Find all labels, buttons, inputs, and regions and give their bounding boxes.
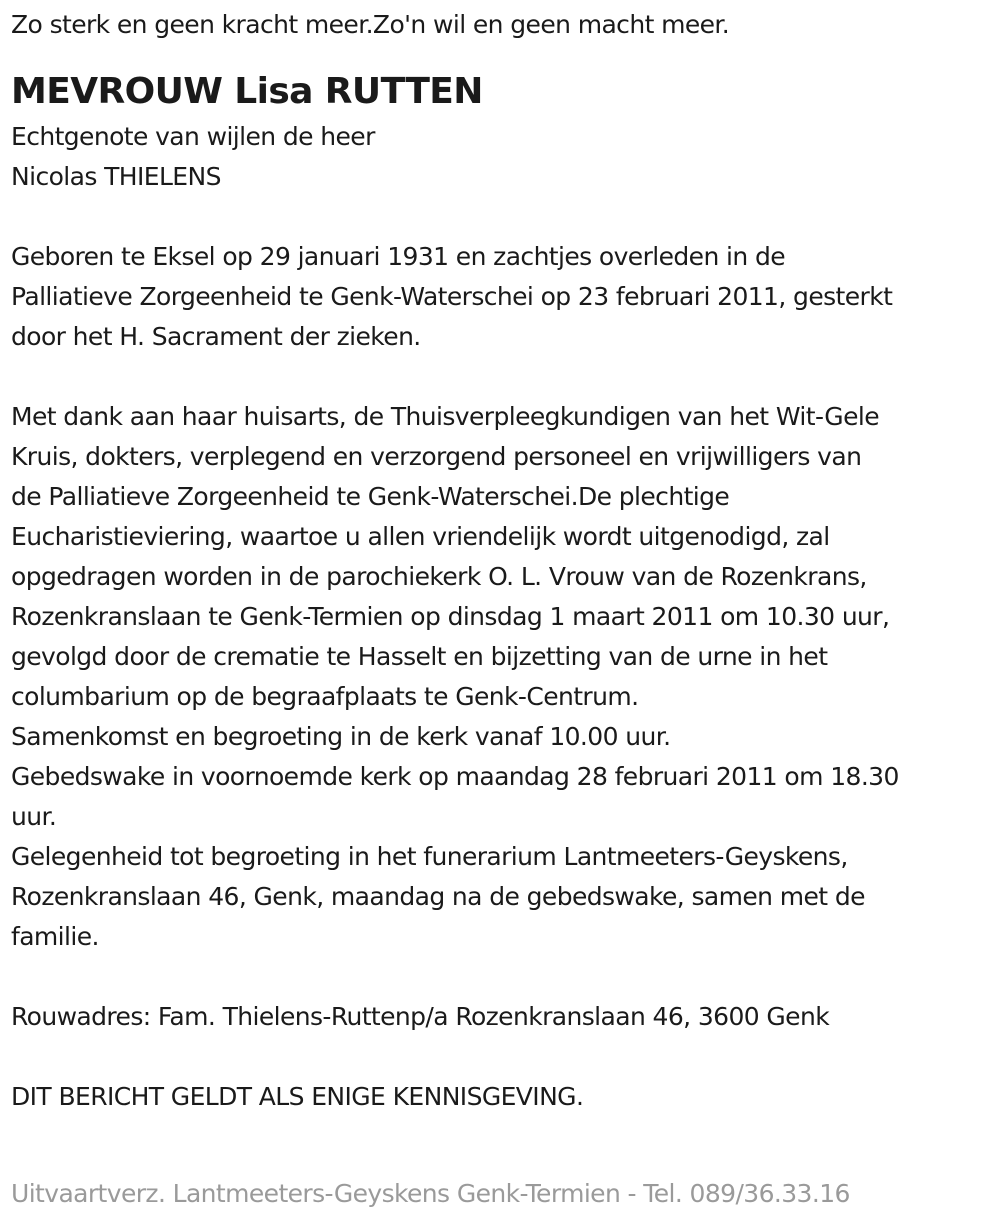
paragraph-line: gevolgd door de crematie te Hasselt en bijzetting van de urne in het — [11, 642, 828, 671]
spacer — [11, 197, 991, 237]
paragraph-line: Met dank aan haar huisarts, de Thuisverpleegkundigen van het Wit-Gele — [11, 402, 879, 431]
spouse-block — [11, 117, 991, 197]
birth-death-block — [11, 237, 991, 357]
paragraph-line: familie. — [11, 922, 99, 951]
paragraph-line: Gelegenheid tot begroeting in het funerarium Lantmeeters-Geyskens, — [11, 842, 848, 871]
ceremony-block — [11, 397, 991, 957]
obituary-notice — [11, 0, 991, 1117]
paragraph-line: opgedragen worden in de parochiekerk O. L. Vrouw van de Rozenkrans, — [11, 562, 867, 591]
paragraph-line: Eucharistieviering, waartoe u allen vriendelijk wordt uitgenodigd, zal — [11, 522, 830, 551]
spouse-line: Nicolas THIELENS — [11, 162, 221, 191]
spacer — [11, 957, 991, 997]
spacer — [11, 1037, 991, 1077]
paragraph-line: Rozenkranslaan te Genk-Termien op dinsdag 1 maart 2011 om 10.30 uur, — [11, 602, 890, 631]
motto: Zo sterk en geen kracht meer.Zo'n wil en geen macht meer. — [11, 10, 730, 39]
paragraph-line: uur. — [11, 802, 57, 831]
spacer — [11, 357, 991, 397]
paragraph-line: Kruis, dokters, verplegend en verzorgend personeel en vrijwilligers van — [11, 442, 862, 471]
paragraph-line: de Palliatieve Zorgeenheid te Genk-Waterschei.De plechtige — [11, 482, 730, 511]
paragraph-line: columbarium op de begraafplaats te Genk-Centrum. — [11, 682, 639, 711]
paragraph-line: Gebedswake in voornoemde kerk op maandag 28 februari 2011 om 18.30 — [11, 762, 899, 791]
sole-notice: DIT BERICHT GELDT ALS ENIGE KENNISGEVING. — [11, 1082, 584, 1111]
paragraph-line: Palliatieve Zorgeenheid te Genk-Waterschei op 23 februari 2011, gesterkt — [11, 282, 893, 311]
deceased-name: MEVROUW Lisa RUTTEN — [11, 71, 483, 112]
spouse-line: Echtgenote van wijlen de heer — [11, 122, 375, 151]
paragraph-line: Rozenkranslaan 46, Genk, maandag na de gebedswake, samen met de — [11, 882, 865, 911]
paragraph-line: Geboren te Eksel op 29 januari 1931 en zachtjes overleden in de — [11, 242, 786, 271]
paragraph-line: door het H. Sacrament der zieken. — [11, 322, 421, 351]
paragraph-line: Samenkomst en begroeting in de kerk vanaf 10.00 uur. — [11, 722, 671, 751]
mourning-address: Rouwadres: Fam. Thielens-Ruttenp/a Rozenkranslaan 46, 3600 Genk — [11, 1002, 830, 1031]
funeral-home-footer: Uitvaartverz. Lantmeeters-Geyskens Genk-Termien - Tel. 089/36.33.16 — [11, 1179, 850, 1208]
